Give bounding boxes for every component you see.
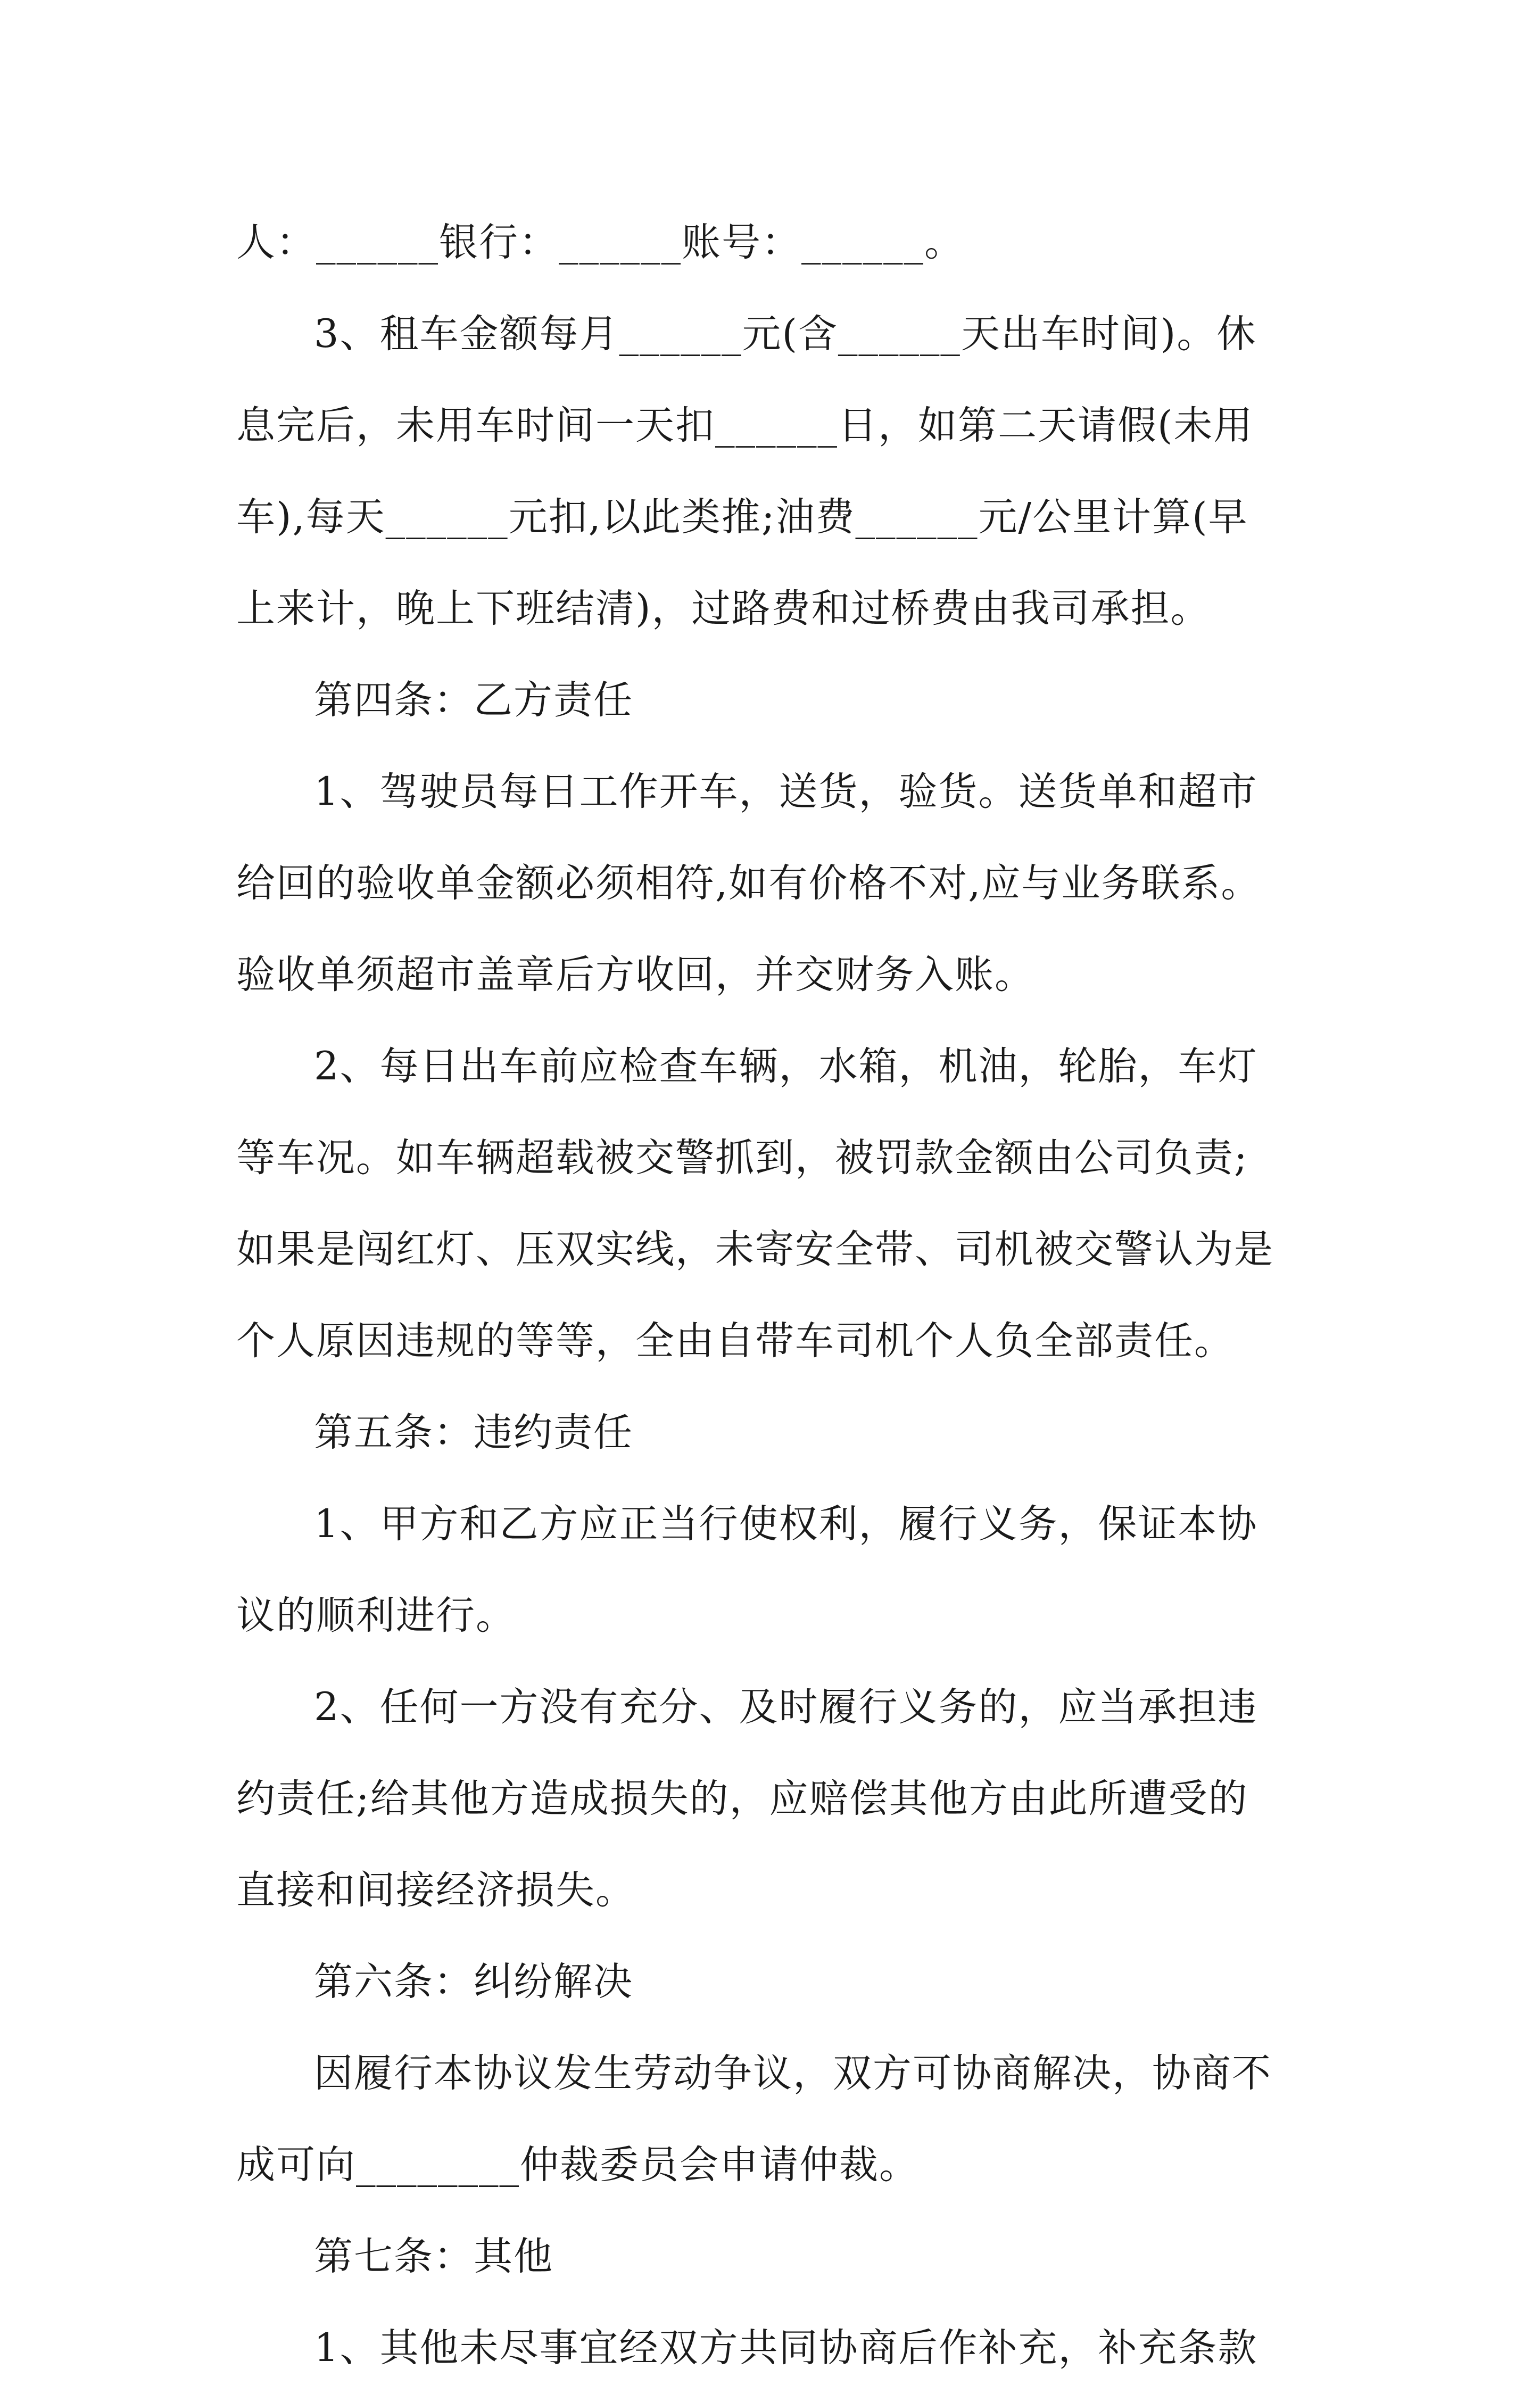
document-body xyxy=(236,197,1311,2394)
text-line: 车),每天______元扣,以此类推;油费______元/公里计算(早 xyxy=(236,494,1248,540)
text-line: 成可向________仲裁委员会申请仲裁。 xyxy=(236,2142,919,2187)
text-line: 2、每日出车前应检查车辆，水箱，机油，轮胎，车灯 xyxy=(314,1044,1258,1089)
text-line: 验收单须超市盖章后方收回，并交财务入账。 xyxy=(236,952,1034,997)
text-line: 等车况。如车辆超载被交警抓到，被罚款金额由公司负责; xyxy=(236,1135,1248,1181)
text-line: 如果是闯红灯、压双实线，未寄安全带、司机被交警认为是 xyxy=(236,1227,1274,1272)
text-line: 1、驾驶员每日工作开车，送货，验货。送货单和超市 xyxy=(314,769,1258,814)
text-line: 因履行本协议发生劳动争议，双方可协商解决，协商不 xyxy=(314,2051,1272,2096)
text-line: 约责任;给其他方造成损失的，应赔偿其他方由此所遭受的 xyxy=(236,1776,1248,1821)
section-heading: 第六条：纠纷解决 xyxy=(314,1959,633,2004)
text-line: 给回的验收单金额必须相符,如有价格不对,应与业务联系。 xyxy=(236,861,1261,906)
text-line: 直接和间接经济损失。 xyxy=(236,1868,635,1913)
text-line: 3、租车金额每月______元(含______天出车时间)。休 xyxy=(314,311,1257,357)
text-line: 2、任何一方没有充分、及时履行义务的，应当承担违 xyxy=(314,1685,1258,1730)
text-line: 个人原因违规的等等，全由自带车司机个人负全部责任。 xyxy=(236,1318,1234,1364)
text-line: 人：______银行：______账号：______。 xyxy=(236,220,964,265)
section-heading: 第五条：违约责任 xyxy=(314,1410,633,1455)
section-heading: 第四条：乙方责任 xyxy=(314,678,633,723)
text-line: 1、其他未尽事宜经双方共同协商后作补充，补充条款 xyxy=(314,2325,1258,2371)
text-line: 1、甲方和乙方应正当行使权利，履行义务，保证本协 xyxy=(314,1501,1258,1547)
section-heading: 第七条：其他 xyxy=(314,2234,553,2279)
text-line: 议的顺利进行。 xyxy=(236,1593,516,1638)
text-line: 上来计，晚上下班结清)，过路费和过桥费由我司承担。 xyxy=(236,586,1211,631)
text-line: 息完后，未用车时间一天扣______日，如第二天请假(未用 xyxy=(236,403,1254,448)
